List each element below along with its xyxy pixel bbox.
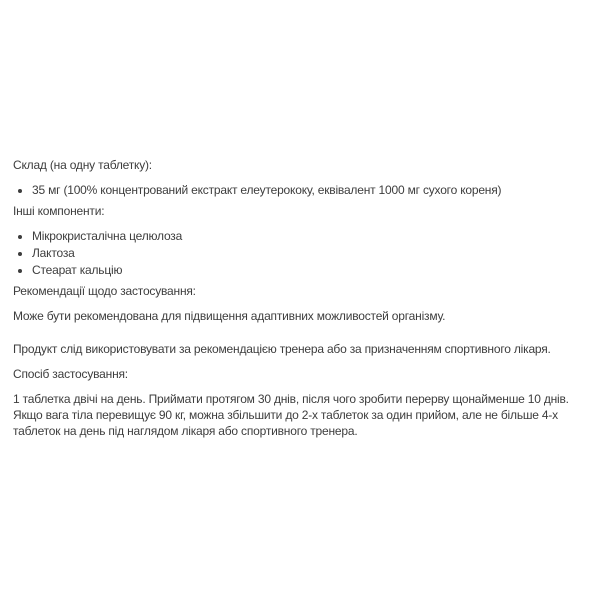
other-components-list <box>13 228 587 279</box>
composition-list <box>13 182 587 199</box>
product-description-content <box>13 157 587 448</box>
list-item-calcium-stearate: • Стеарат кальцію <box>32 262 587 279</box>
paragraph-dosage: 1 таблетка двічі на день. Приймати протягом 30 днів, після чого зробити перерву щонайменше 10 днів. Якщо вага тіла перевищує 90 кг, можна збільшити до 2-х таблеток за один прийом, але не більше 4-х таблеток на день під наглядом лікаря або спортивного тренера. <box>13 392 569 438</box>
list-item-cellulose: • Мікрокристалічна целюлоза <box>32 228 587 245</box>
paragraph-recommendation: Може бути рекомендована для підвищення адаптивних можливостей організму. <box>13 309 446 323</box>
list-item-lactose: • Лактоза <box>32 245 587 262</box>
heading-other-components: Інші компоненти: <box>13 204 105 218</box>
heading-usage-method: Спосіб застосування: <box>13 367 128 381</box>
paragraph-usage-advice: Продукт слід використовувати за рекомендацією тренера або за призначенням спортивного лікаря. <box>13 342 551 356</box>
list-item-active-ingredient: • 35 мг (100% концентрований екстракт елеутерококу, еквівалент 1000 мг сухого кореня) <box>32 182 587 199</box>
heading-composition: Склад (на одну таблетку): <box>13 158 152 172</box>
heading-recommendations: Рекомендації щодо застосування: <box>13 284 196 298</box>
